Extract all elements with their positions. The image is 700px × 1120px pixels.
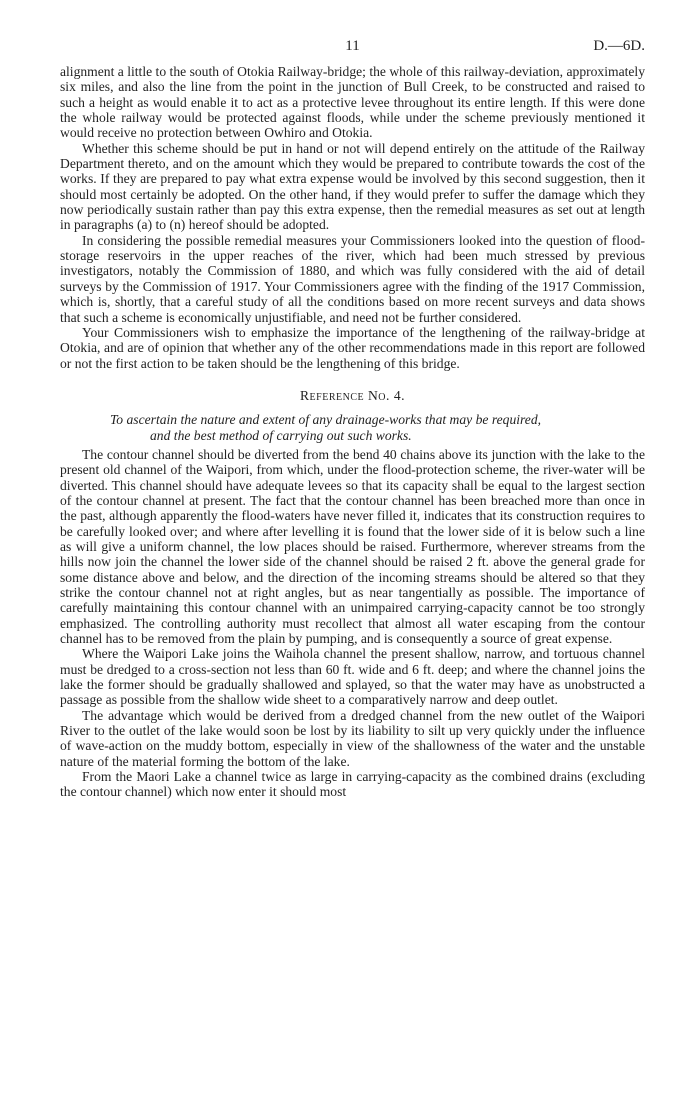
paragraph: Your Commissioners wish to emphasize the importance of the lengthening of the railway-bridge at Otokia, and are of opinion that whether any of the other recommendations made in this report are followed or not the first action to be taken should be the lengthening of this bridge. [60,324,645,371]
reference-subtitle-line-1: To ascertain the nature and extent of any drainage-works that may be required, [110,412,542,428]
paragraph: The advantage which would be derived from a dredged channel from the new outlet of the Waipori River to the outlet of the lake would soon be lost by its liability to silt up very quickly under the influence of wave-action on the muddy bottom, especially in view of the shallowness of the water and the unstable nature of the material forming the bottom of the lake. [60,707,645,769]
paragraph: Where the Waipori Lake joins the Waihola channel the present shallow, narrow, and tortuous channel must be dredged to a cross-section not less than 60 ft. wide and 6 ft. deep; and where the channel joins the lake the former should be gradually shallowed and splayed, so that the water may have as unobstructed a passage as possible from the shallow wide sheet to a comparatively narrow and deep outlet. [60,646,645,708]
paragraph-continued: alignment a little to the south of Otokia Railway-bridge; the whole of this railway-deviation, approximately six miles, and also the line from the point in the junction of Bull Creek, to be constructed and raised to such a height as would enable it to act as a protective levee throughout its entire length. If this were done the whole railway would be protected against floods, while under the scheme previously mentioned it would receive no protection between Owhiro and Otokia. [60,64,645,141]
reference-heading: Reference No. 4. [299,387,406,403]
reference-subtitle [60,412,645,443]
paragraph: Whether this scheme should be put in hand or not will depend entirely on the attitude of the Railway Department thereto, and on the amount which they would be prepared to contribute towards the cost of the works. If they are prepared to pay what extra expense would be involved by this second suggestion, then it should most certainly be adopted. On the other hand, if they would prefer to suffer the damage which they now periodically sustain rather than pay this extra expense, then the remedial measures as set out at length in paragraphs (a) to (n) hereof should be adopted. [60,140,645,233]
paragraph: In considering the possible remedial measures your Commissioners looked into the question of flood-storage reservoirs in the upper reaches of the river, which had been much stressed by previous investigators, notably the Commission of 1880, and which was fully considered with the aid of detail surveys by the Commission of 1917. Your Commissioners agree with the finding of the 1917 Commission, which is, shortly, that a careful study of all the conditions based on more recent surveys and data shows that such a scheme is economically unjustifiable, and need not be further considered. [60,232,645,325]
reference-subtitle-line-2: and the best method of carrying out such works. [150,427,412,443]
paragraph: The contour channel should be diverted from the bend 40 chains above its junction with the lake to the present old channel of the Waipori, from which, under the flood-protection scheme, the river-water will be diverted. This channel should have adequate levees so that its capacity shall be equal to the largest section of the contour channel at present. The fact that the contour channel has been breached more than once in the past, although apparently the flood-waters have never filled it, indicates that its construction requires to be carefully looked over; and where after levelling it is found that the lower side of it is below such a line as will give a uniform channel, the low places should be raised. Furthermore, wherever streams from the hills now join the channel the lower side of the channel should be raised 2 ft. above the general grade for some distance above and below, and the direction of the incoming streams should be altered so that they strike the contour channel not at right angles, but as near tangentially as possible. The importance of carefully maintaining this contour channel with an unimpaired carrying-capacity cannot be too strongly emphasized. The controlling authority must recollect that almost all water escaping from the contour channel has to be removed from the plain by pumping, and is consequently a source of great expense. [60,446,645,647]
page-number: 11 [345,38,360,54]
page-header [60,38,645,64]
document-reference: D.—6D. [593,38,645,54]
paragraph-continues: From the Maori Lake a channel twice as large in carrying-capacity as the combined drains (excluding the contour channel) which now enter it should most [60,769,645,800]
document-page [60,38,645,800]
